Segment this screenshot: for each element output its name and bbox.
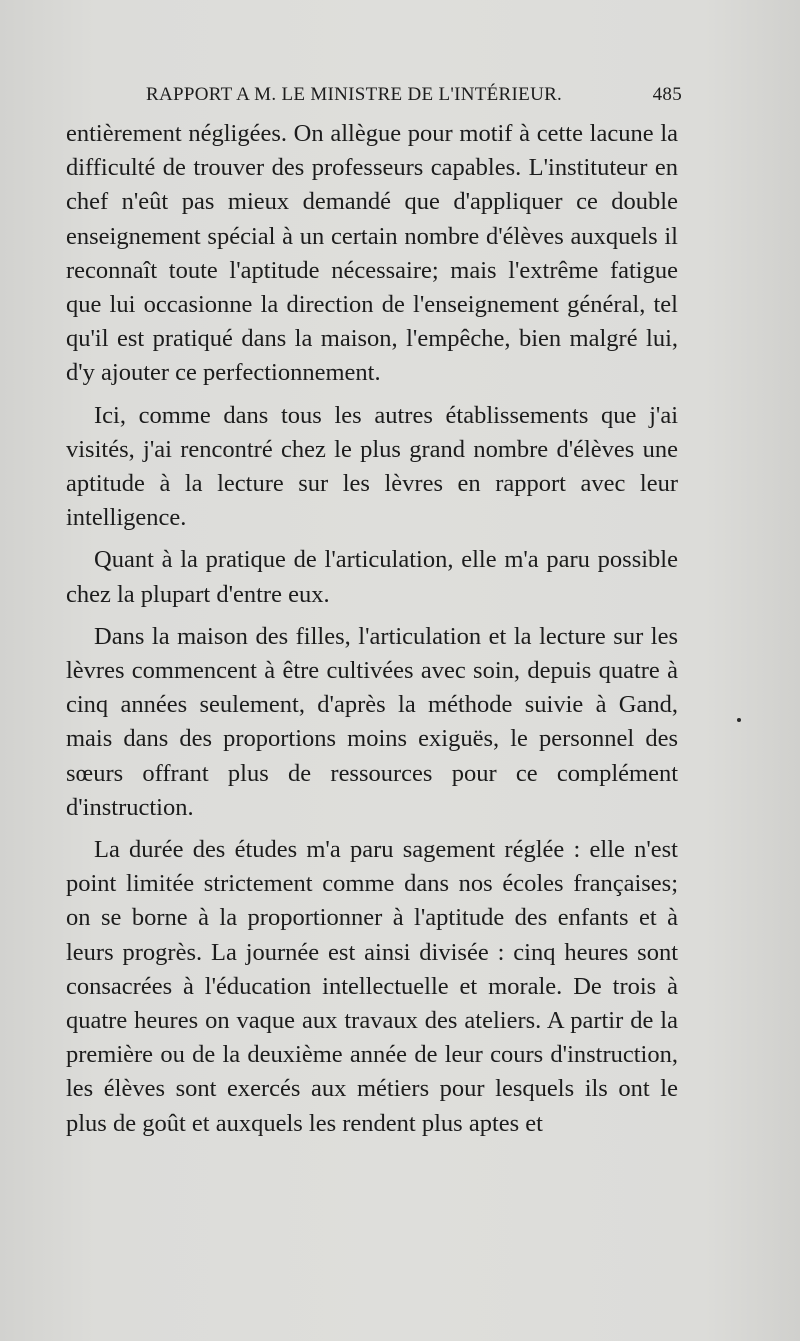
paragraph: Ici, comme dans tous les autres établissements que j'ai visités, j'ai rencontré chez le plus grand nombre d'élèves une aptitude à la lecture sur les lèvres en rapport avec leur intelligence. (66, 401, 678, 532)
paragraph: La durée des études m'a paru sagement réglée : elle n'est point limitée strictement comme dans nos écoles françaises; on se borne à la proportionner à l'aptitude des enfants et à leurs progrès. La journée est ainsi divisée : cinq heures sont consacrées à l'éducation intellectuelle et morale. De trois à quatre heures on vaque aux travaux des ateliers. A partir de la première ou de la deuxième année de leur cours d'instruction, les élèves sont exercés aux métiers pour lesquels ils ont le plus de goût et auxquels les rendent plus aptes et (66, 836, 678, 1137)
running-title: RAPPORT A M. LE MINISTRE DE L'INTÉRIEUR. (146, 84, 563, 105)
running-head (146, 84, 682, 110)
paragraph: Quant à la pratique de l'articulation, elle m'a paru possible chez la plupart d'entre eux. (66, 546, 678, 608)
body-text (66, 117, 678, 1149)
paper-speck (737, 718, 741, 722)
page-number: 485 (652, 84, 682, 105)
paragraph: Dans la maison des filles, l'articulation et la lecture sur les lèvres commencent à être cultivées avec soin, depuis quatre à cinq années seulement, d'après la méthode suivie à Gand, mais dans des proportions moins exiguës, le personnel des sœurs offrant plus de ressources pour ce complément d'instruction. (66, 622, 678, 821)
paragraph-continued: entièrement négligées. On allègue pour motif à cette lacune la difficulté de trouver des professeurs capables. L'instituteur en chef n'eût pas mieux demandé que d'appliquer ce double enseignement spécial à un certain nombre d'élèves auxquels il reconnaît toute l'aptitude nécessaire; mais l'extrême fatigue que lui occasionne la direction de l'enseignement général, tel qu'il est pratiqué dans la maison, l'empêche, bien malgré lui, d'y ajouter ce perfectionnement. (66, 120, 678, 387)
